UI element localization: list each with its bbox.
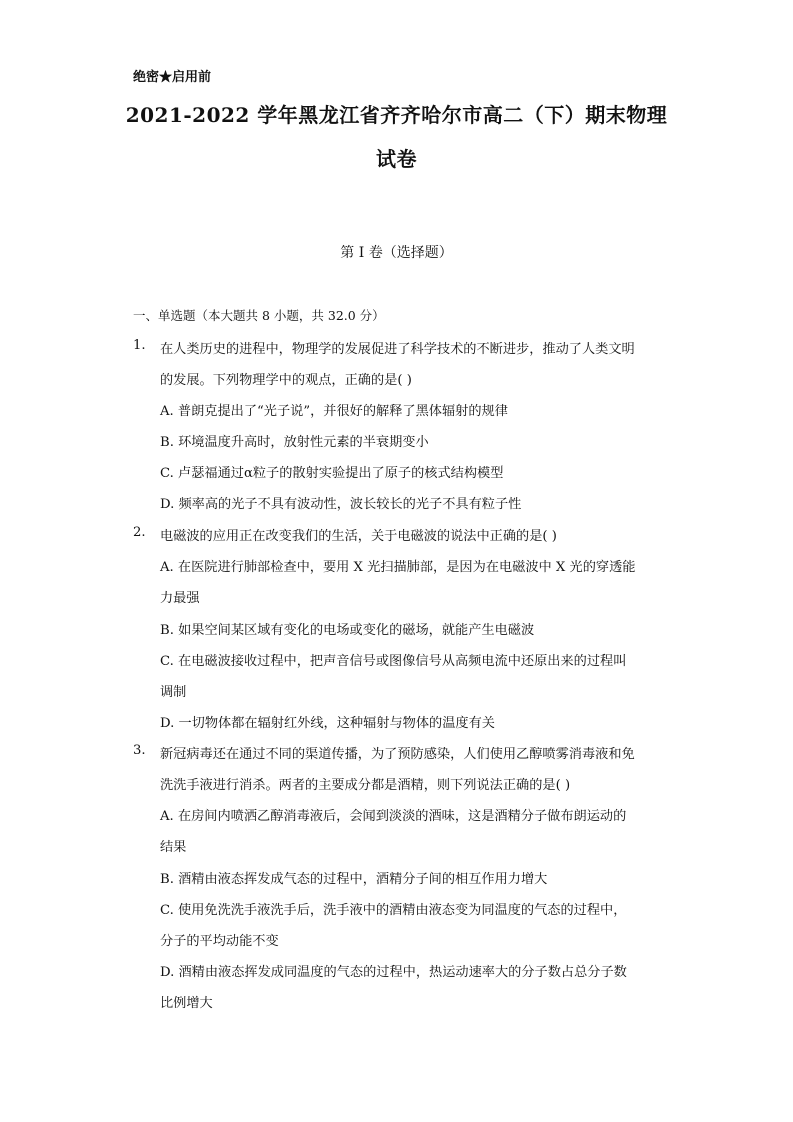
question-3-option-c-line-2: 分子的平均动能不变 — [160, 934, 279, 949]
confidential-label: 绝密★启用前 — [133, 70, 212, 85]
question-2-option-c-line-1: C. 在电磁波接收过程中，把声音信号或图像信号从高频电流中还原出来的过程叫 — [160, 654, 627, 669]
question-2-option-a-line-2: 力最强 — [160, 591, 200, 606]
question-1-stem-line-1: 在人类历史的进程中，物理学的发展促进了科学技术的不断进步，推动了人类文明 — [160, 342, 635, 357]
question-1-stem-line-2: 的发展。下列物理学中的观点，正确的是( ) — [160, 373, 412, 388]
question-3-option-c-line-1: C. 使用免洗洗手液洗手后，洗手液中的酒精由液态变为同温度的气态的过程中， — [160, 903, 627, 918]
question-2-number: 2. — [133, 525, 146, 540]
volume-heading: 第 I 卷（选择题） — [340, 245, 453, 261]
question-1-option-a: A. 普朗克提出了“光子说”，并很好的解释了黑体辐射的规律 — [160, 404, 508, 419]
question-3-stem-line-1: 新冠病毒还在通过不同的渠道传播，为了预防感染，人们使用乙醇喷雾消毒液和免 — [160, 747, 635, 762]
question-3-option-a-line-1: A. 在房间内喷洒乙醇消毒液后，会闻到淡淡的酒味，这是酒精分子做布朗运动的 — [160, 809, 627, 824]
question-2-stem-line-1: 电磁波的应用正在改变我们的生活，关于电磁波的说法中正确的是( ) — [160, 529, 557, 544]
question-1-option-d: D. 频率高的光子不具有波动性，波长较长的光子不具有粒子性 — [160, 497, 522, 512]
question-3-stem-line-2: 洗洗手液进行消杀。两者的主要成分都是酒精，则下列说法正确的是( ) — [160, 778, 571, 793]
question-3-option-b: B. 酒精由液态挥发成气态的过程中，酒精分子间的相互作用力增大 — [160, 872, 548, 887]
question-3-number: 3. — [133, 743, 146, 758]
question-2-option-c-line-2: 调制 — [160, 685, 187, 700]
exam-title-line-1: 2021-2022 学年黑龙江省齐齐哈尔市高二（下）期末物理 — [125, 103, 668, 127]
question-2-option-b: B. 如果空间某区域有变化的电场或变化的磁场，就能产生电磁波 — [160, 623, 535, 638]
question-1-option-c: C. 卢瑟福通过α粒子的散射实验提出了原子的核式结构模型 — [160, 466, 504, 481]
exam-title-line-2: 试卷 — [376, 147, 417, 171]
question-2-option-d: D. 一切物体都在辐射红外线，这种辐射与物体的温度有关 — [160, 716, 495, 731]
question-3-option-a-line-2: 结果 — [160, 840, 187, 855]
question-1-option-b: B. 环境温度升高时，放射性元素的半衰期变小 — [160, 435, 429, 450]
question-3-option-d-line-2: 比例增大 — [160, 996, 213, 1011]
question-2-option-a-line-1: A. 在医院进行肺部检查中，要用 X 光扫描肺部，是因为在电磁波中 X 光的穿透能 — [160, 560, 636, 575]
question-3-option-d-line-1: D. 酒精由液态挥发成同温度的气态的过程中，热运动速率大的分子数占总分子数 — [160, 965, 627, 980]
section-heading: 一、单选题（本大题共 8 小题，共 32.0 分） — [133, 308, 385, 323]
question-1-number: 1. — [133, 338, 146, 353]
